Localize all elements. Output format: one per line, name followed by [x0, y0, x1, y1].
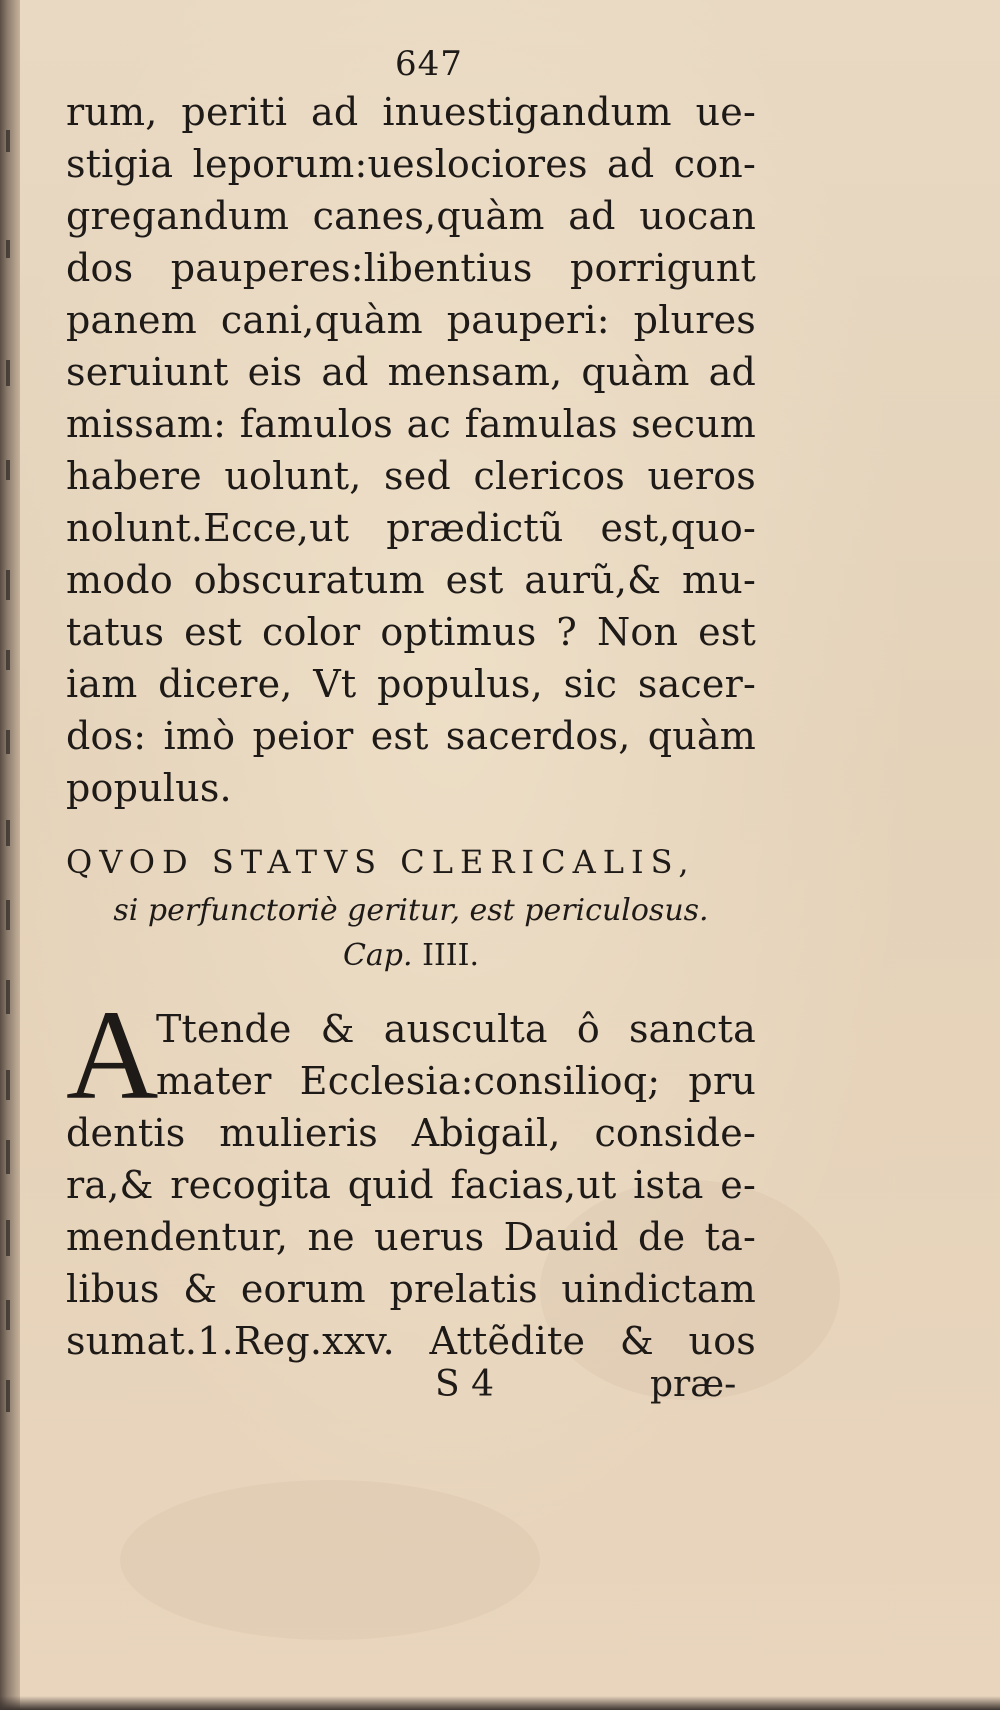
text-line: sumat.1.Reg.xxv. Attẽdite & uos — [66, 1319, 756, 1363]
binding-gutter — [0, 0, 20, 1710]
paragraph-1 — [66, 86, 756, 814]
text-line: panem cani,quàm pauperi: plures — [66, 298, 756, 342]
heading-subtitle: si perfunctoriè geritur, est periculosus. — [113, 893, 709, 928]
text-line: mendentur, ne uerus Dauid de ta- — [66, 1215, 756, 1259]
text-line: iam dicere, Vt populus, sic sacer- — [66, 662, 756, 706]
text-line: seruiunt eis ad mensam, quàm ad — [66, 350, 756, 394]
text-line: rum, periti ad inuestigandum ue- — [66, 90, 756, 134]
catchword: præ- — [650, 1364, 737, 1405]
bleed-through-marks — [6, 130, 14, 1450]
page-bottom-edge — [0, 1696, 1000, 1710]
paragraph-2 — [66, 984, 756, 1367]
heading-title: QVOD STATVS CLERICALIS, — [66, 843, 696, 881]
text-line: stigia leporum:ueslociores ad con- — [66, 142, 756, 186]
text-line: habere uolunt, sed clericos ueros — [66, 454, 756, 498]
text-line: dentis mulieris Abigail, conside- — [66, 1111, 756, 1155]
text-line: missam: famulos ac famulas secum — [66, 402, 756, 446]
text-line: dos pauperes:libentius porrigunt — [66, 246, 756, 290]
chapter-number — [66, 938, 756, 973]
chapter-heading — [66, 843, 756, 973]
text-line: dos: imò peior est sacerdos, quàm — [66, 714, 756, 758]
text-line: modo obscuratum est aurũ,& mu- — [66, 558, 756, 602]
text-line: gregandum canes,quàm ad uocan — [66, 194, 756, 238]
text-line: mater Ecclesia:consilioq; pru — [156, 1059, 756, 1103]
text-line: libus & eorum prelatis uindictam — [66, 1267, 756, 1311]
text-line: Ttende & ausculta ô sancta — [156, 1007, 756, 1051]
text-line: nolunt.Ecce,ut prædictũ est,quo- — [66, 506, 756, 550]
signature-mark: S 4 — [435, 1364, 495, 1405]
chapter-roman-numeral: IIII. — [422, 938, 480, 973]
drop-capital: A — [66, 984, 159, 1126]
text-line: populus. — [66, 766, 232, 810]
paper-stain — [120, 1480, 540, 1640]
text-line: ra,& recogita quid facias,ut ista e- — [66, 1163, 756, 1207]
chapter-cap-label: Cap. — [342, 938, 413, 973]
text-line: tatus est color optimus ? Non est — [66, 610, 756, 654]
page-number: 647 — [395, 44, 463, 84]
